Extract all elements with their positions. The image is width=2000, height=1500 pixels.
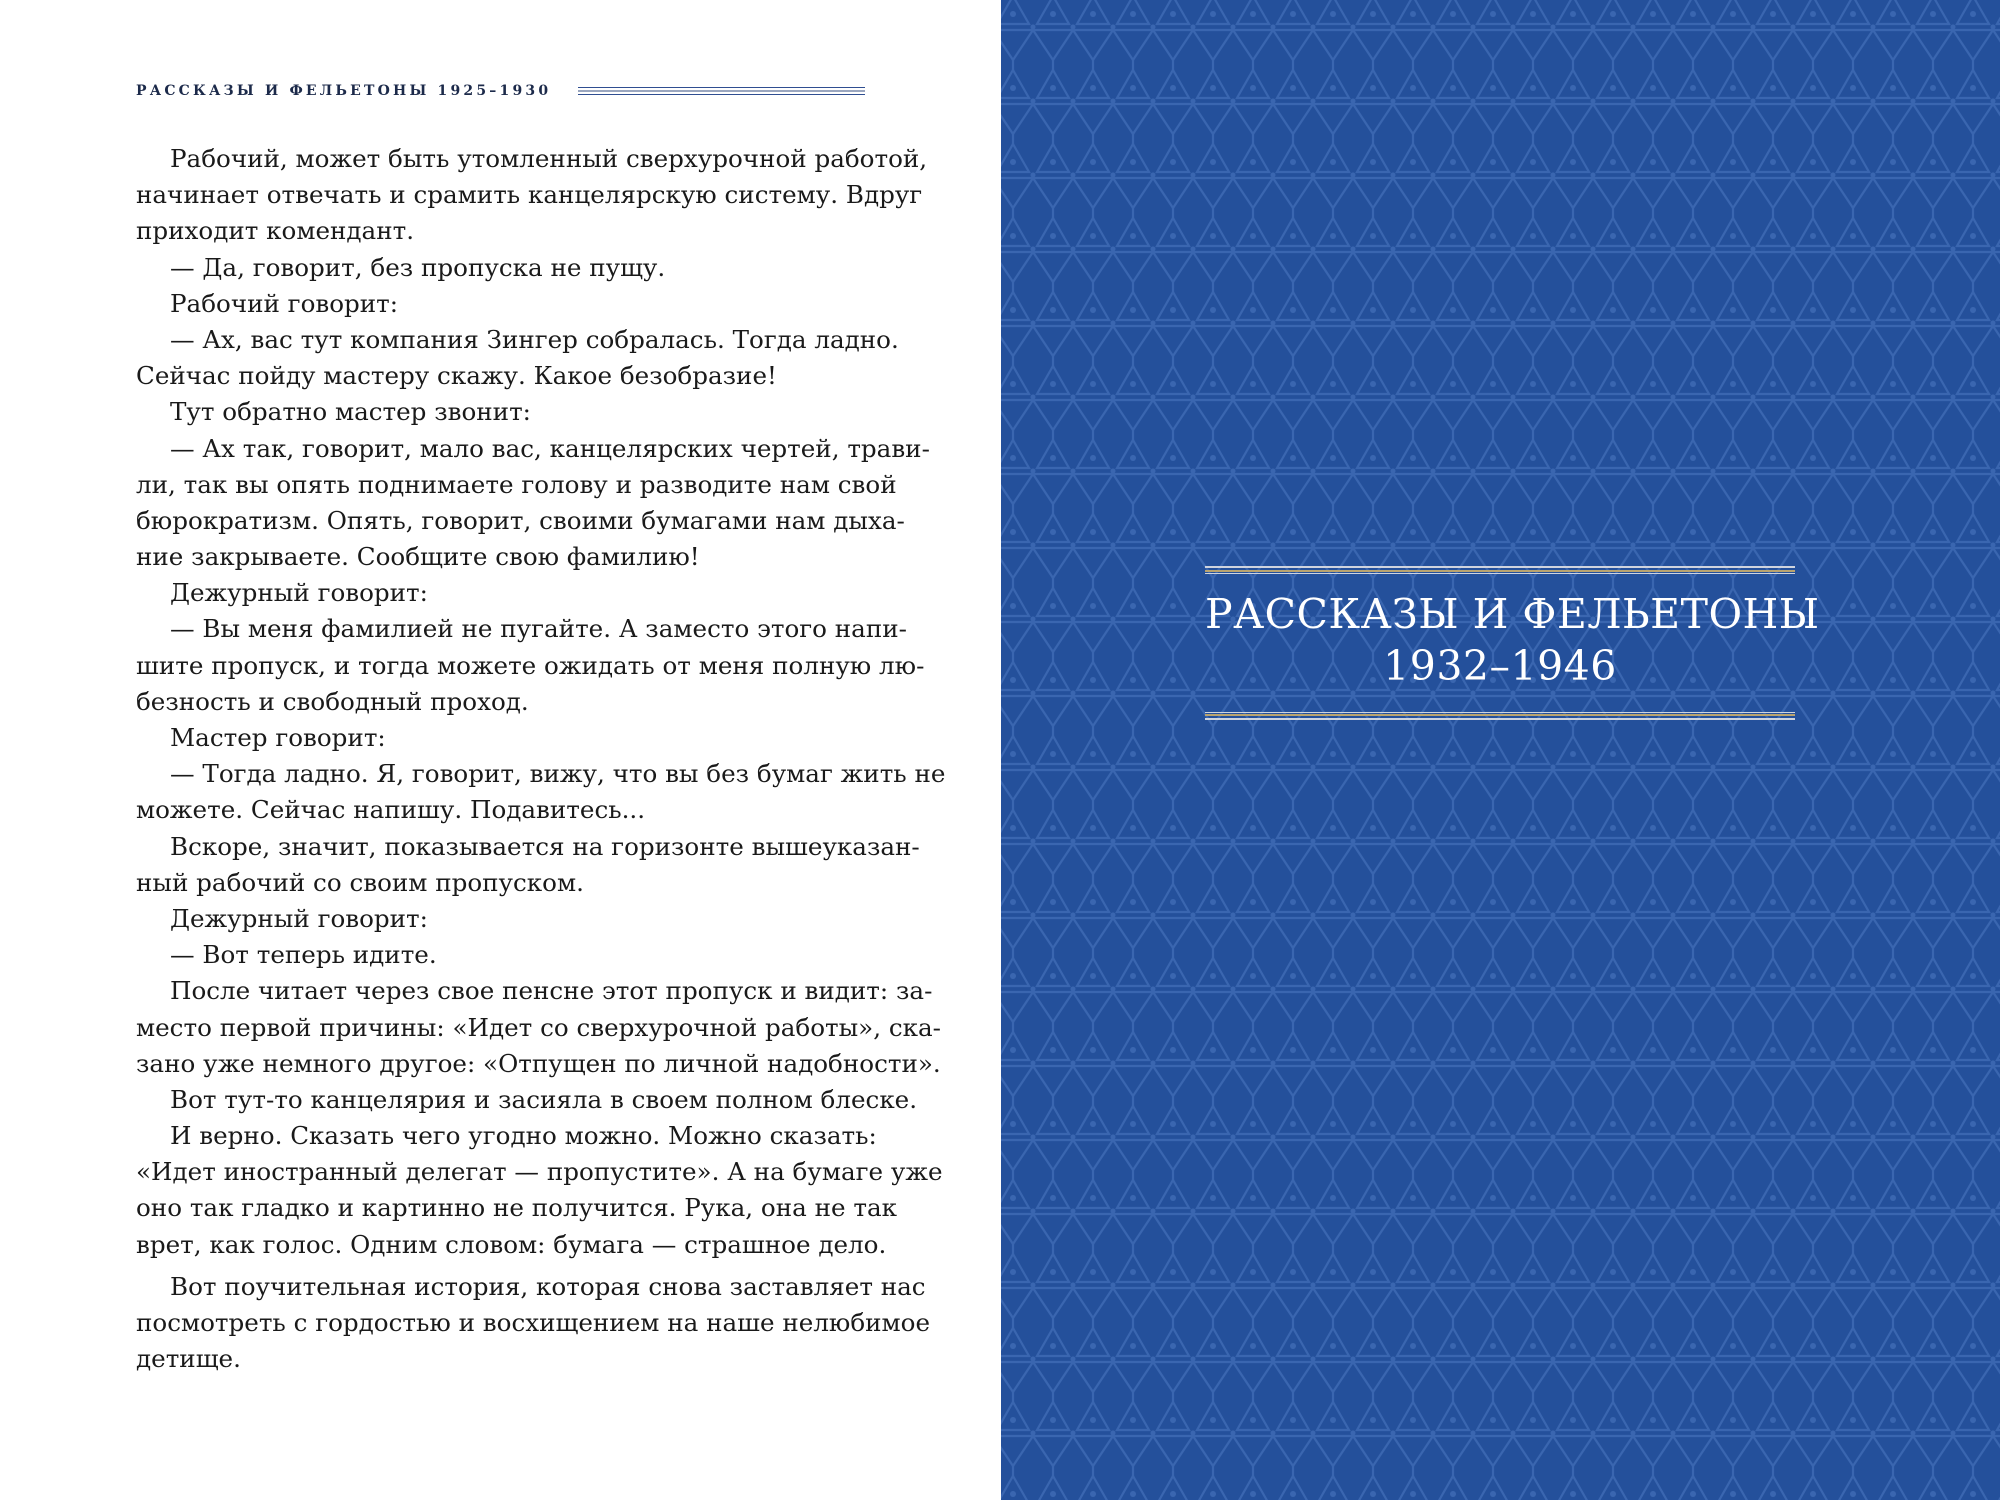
text-line: Дежурный говорит: (170, 578, 428, 608)
text-line: ный рабочий со своим пропуском. (136, 867, 584, 897)
right-page-cover (1001, 0, 2000, 1500)
text-line: — Вот теперь идите. (170, 940, 437, 970)
text-line: оно так гладко и картинно не получится. Рука, она не так (136, 1193, 897, 1223)
geometric-pattern (1001, 0, 2000, 1500)
text-line: Рабочий, может быть утомленный сверхурочной работой, (170, 144, 928, 173)
text-line: врет, как голос. Одним словом: бумага — страшное дело. (136, 1229, 887, 1259)
text-line: Вот поучительная история, которая снова заставляет нас (170, 1271, 926, 1301)
text-line: посмотреть с гордостью и восхищением на наше нелюбимое (136, 1308, 931, 1337)
text-line: Рабочий говорит: (170, 288, 399, 318)
text-line: безность и свободный проход. (136, 686, 529, 716)
text-line: бюрократизм. Опять, говорит, своими бумагами нам дыха- (136, 505, 905, 535)
text-line: Вот тут-то канцелярия и засияла в своем полном блеске. (170, 1084, 918, 1114)
text-line: шите пропуск, и тогда можете ожидать от меня полную лю- (136, 650, 925, 680)
text-line: зано уже немного другое: «Отпущен по личной надобности». (136, 1048, 941, 1078)
title-rule-bottom (1205, 712, 1795, 720)
running-head (136, 82, 865, 102)
text-line: И верно. Сказать чего угодно можно. Можно сказать: (170, 1121, 877, 1151)
text-line: Дежурный говорит: (170, 903, 428, 933)
body-text (136, 141, 946, 1377)
text-line: — Ах так, говорит, мало вас, канцелярских чертей, трави- (170, 433, 930, 463)
cover-years: 1932–1946 (1383, 642, 1617, 690)
text-line: Тут обратно мастер звонит: (170, 397, 531, 427)
text-line: Мастер говорит: (170, 723, 386, 752)
title-rule-top (1205, 566, 1795, 574)
text-line: — Вы меня фамилией не пугайте. А заместо этого напи- (170, 614, 907, 644)
cover-title: РАССКАЗЫ И ФЕЛЬЕТОНЫ (1205, 590, 1820, 638)
text-line: детище. (136, 1344, 241, 1374)
text-line: Сейчас пойду мастеру скажу. Какое безобразие! (136, 361, 777, 391)
text-line: — Тогда ладно. Я, говорит, вижу, что вы без бумаг жить не (170, 759, 946, 789)
text-line: После читает через свое пенсне этот пропуск и видит: за- (170, 976, 933, 1006)
text-line: «Идет иностранный делегат — пропустите». А на бумаге уже (136, 1157, 943, 1187)
text-line: Вскоре, значит, показывается на горизонте вышеуказан- (170, 831, 920, 861)
text-line: ли, так вы опять поднимаете голову и разводите нам свой (136, 469, 897, 499)
text-line: — Да, говорит, без пропуска не пущу. (170, 252, 666, 282)
text-line: — Ах, вас тут компания Зингер собралась. Тогда ладно. (170, 324, 899, 354)
cover-title-block (1205, 566, 1820, 720)
text-line: можете. Сейчас напишу. Подавитесь... (136, 795, 646, 825)
text-line: начинает отвечать и срамить канцелярскую систему. Вдруг (136, 180, 923, 210)
text-line: место первой причины: «Идет со сверхурочной работы», ска- (136, 1012, 941, 1042)
text-line: ние закрываете. Сообщите свою фамилию! (136, 542, 700, 572)
running-head-text: РАССКАЗЫ И ФЕЛЬЕТОНЫ 1925–1930 (136, 83, 552, 99)
running-head-rule (578, 87, 865, 96)
text-line: приходит комендант. (136, 216, 415, 246)
